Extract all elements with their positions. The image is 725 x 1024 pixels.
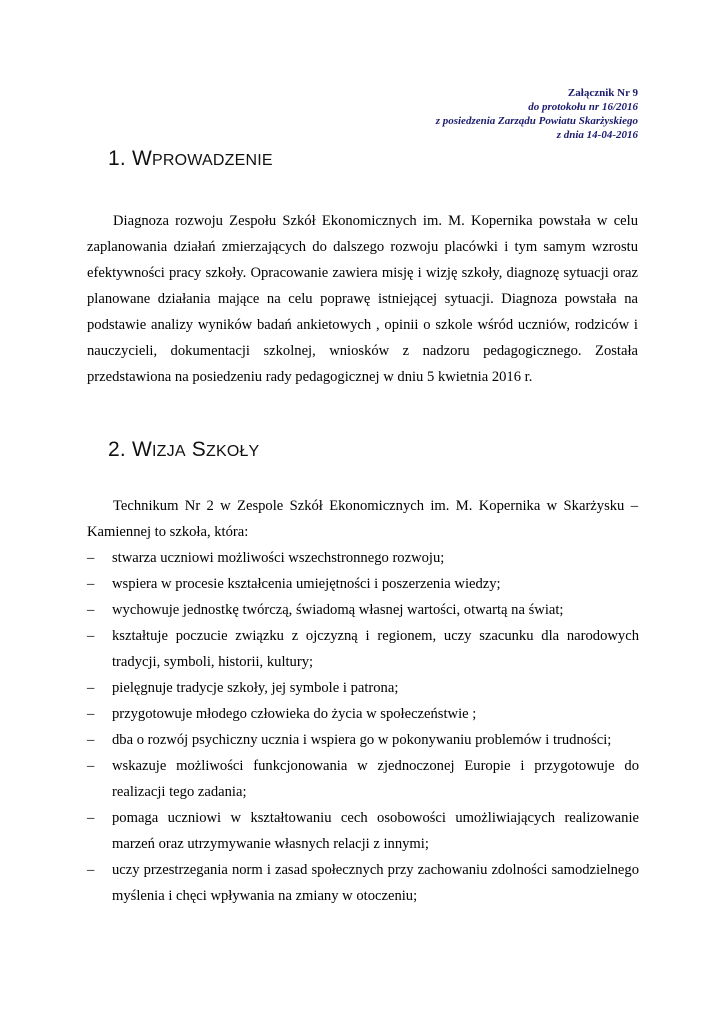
dash-bullet: – — [87, 680, 95, 696]
section-2-title-rest-2: ZKOŁY — [205, 443, 260, 460]
list-item — [87, 675, 639, 701]
dash-bullet: – — [87, 628, 95, 644]
dash-bullet: – — [87, 706, 95, 722]
dash-bullet: – — [87, 732, 95, 748]
list-item-text: pielęgnuje tradycje szkoły, jej symbole i patrona; — [112, 680, 399, 696]
list-item — [87, 597, 639, 623]
list-item-text: kształtuje poczucie związku z ojczyzną i regionem, uczy szacunku dla narodowych tradycji, symboli, historii, kultury; — [112, 628, 639, 670]
list-item — [87, 805, 639, 857]
section-1-title-rest: PROWADZENIE — [152, 152, 273, 169]
section-2-title-initial-1: W — [131, 438, 152, 461]
list-item — [87, 701, 639, 727]
meeting-reference: z posiedzenia Zarządu Powiatu Skarżyskiego — [435, 115, 638, 127]
section-1-body — [87, 208, 638, 390]
list-item — [87, 727, 639, 753]
dash-bullet: – — [87, 758, 95, 774]
list-item — [87, 571, 639, 597]
section-2-intro — [87, 493, 638, 545]
section-1-paragraph: Diagnoza rozwoju Zespołu Szkół Ekonomicznych im. M. Kopernika powstała w celu zaplanowania działań zmierzających do dalszego rozwoju placówki i tym samym wzrostu efektywności pracy szkoły. Opracowanie zawiera misję i wizję szkoły, diagnozę sytuacji oraz planowane działania mające na celu poprawę istniejącej sytuacji. Diagnoza powstała na podstawie analizy wyników badań ankietowych , opinii o szkole wśród uczniów, rodziców i nauczycieli, dokumentacji szkolnej, wniosków z nadzoru pedagogicznego. Została przedstawiona na posiedzeniu rady pedagogicznej w dniu 5 kwietnia 2016 r. — [87, 213, 638, 385]
vision-list — [87, 545, 639, 909]
list-item-text: dba o rozwój psychiczny ucznia i wspiera go w pokonywaniu problemów i trudności; — [112, 732, 612, 748]
dash-bullet: – — [87, 810, 95, 826]
list-item-text: wspiera w procesie kształcenia umiejętności i poszerzenia wiedzy; — [112, 576, 501, 592]
list-item-text: pomaga uczniowi w kształtowaniu cech osobowości umożliwiających realizowanie marzeń oraz utrzymywanie własnych relacji z innymi; — [112, 810, 639, 852]
list-item-text: stwarza uczniowi możliwości wszechstronnego rozwoju; — [112, 550, 445, 566]
dash-bullet: – — [87, 602, 95, 618]
list-item — [87, 857, 639, 909]
list-item-text: przygotowuje młodego człowieka do życia w społeczeństwie ; — [112, 706, 477, 722]
section-2-heading — [108, 438, 259, 462]
list-item — [87, 545, 639, 571]
section-2-number: 2. — [108, 438, 126, 461]
section-1-heading — [108, 147, 273, 171]
meeting-date: z dnia 14-04-2016 — [556, 129, 638, 141]
list-item-text: wychowuje jednostkę twórczą, świadomą własnej wartości, otwartą na świat; — [112, 602, 564, 618]
section-1-number: 1. — [108, 147, 126, 170]
dash-bullet: – — [87, 862, 95, 878]
dash-bullet: – — [87, 576, 95, 592]
dash-bullet: – — [87, 550, 95, 566]
protocol-number: do protokołu nr 16/2016 — [528, 101, 638, 113]
list-item-text: wskazuje możliwości funkcjonowania w zjednoczonej Europie i przygotowuje do realizacji tego zadania; — [112, 758, 639, 800]
section-2-intro-text: Technikum Nr 2 w Zespole Szkół Ekonomicznych im. M. Kopernika w Skarżysku – Kamiennej to szkoła, która: — [87, 498, 638, 540]
section-1-title-initial: W — [131, 147, 152, 170]
attachment-number: Załącznik Nr 9 — [567, 87, 638, 99]
list-item — [87, 753, 639, 805]
section-2-title-initial-2: S — [191, 438, 206, 461]
list-item-text: uczy przestrzegania norm i zasad społecznych przy zachowaniu zdolności samodzielnego myślenia i chęci wpływania na zmiany w otoczeniu; — [112, 862, 639, 904]
attachment-header — [436, 86, 638, 142]
list-item — [87, 623, 639, 675]
section-2-title-rest-1: IZJA — [152, 443, 186, 460]
